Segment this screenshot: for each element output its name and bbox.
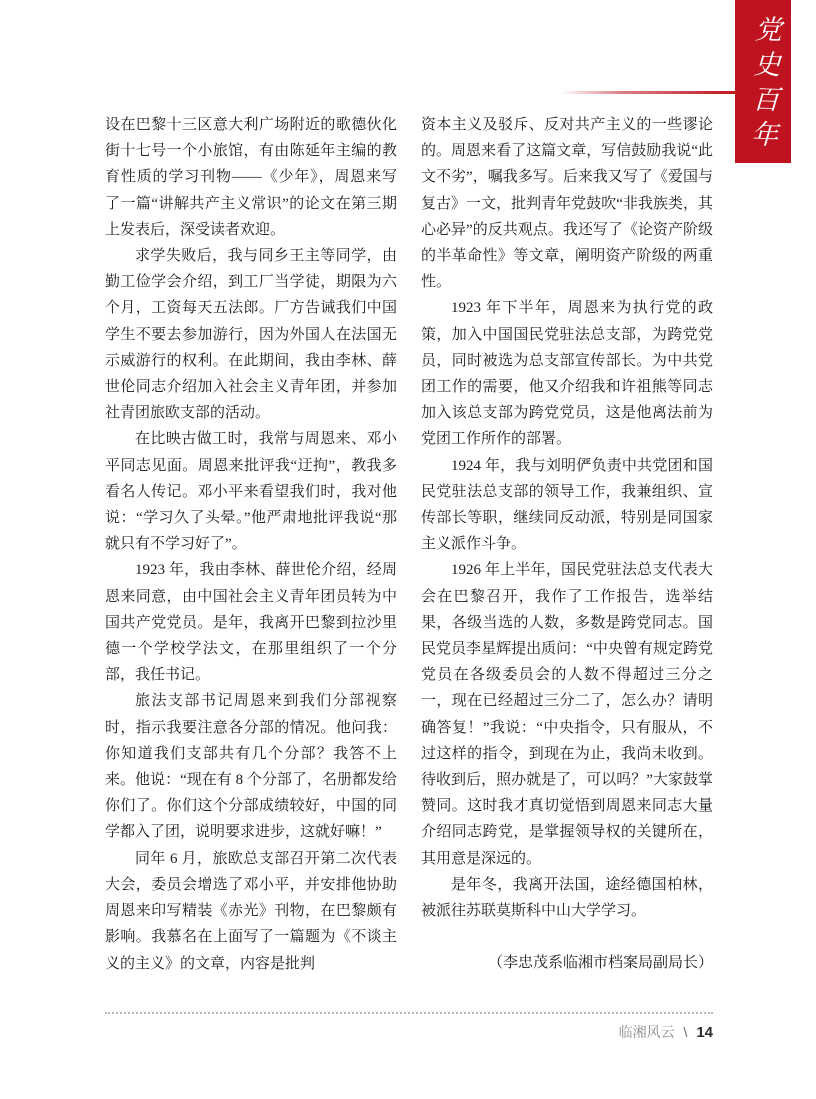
paragraph: 旅法支部书记周恩来到我们分部视察时，指示我要注意各分部的情况。他问我：你知道我们支部共有几个分部？我答不上来。他说：“现在有 8 个分部了，名册都发给你们了。你们这个分部成绩较好，中国的同学都入了团，说明要求进步，这就好嘛！”	[105, 693, 397, 841]
article-body	[105, 112, 713, 977]
page-footer	[105, 1022, 713, 1042]
paragraph-continued: 资本主义及驳斥、反对共产主义的一些谬论的。周恩来看了这篇文章，写信鼓励我说“此文不劣”，嘱我多写。后来我又写了《爱国与复古》一文，批判青年党鼓吹“非我族类，其心必异”的反共观点。我还写了《论资产阶级的半革命性》等文章，阐明资产阶级的两重性。	[421, 117, 713, 291]
paragraph: 1926 年上半年，国民党驻法总支代表大会在巴黎召开，我作了工作报告，选举结果，各级当选的人数，多数是跨党同志。国民党员李星辉提出质问：“中央曾有规定跨党党员在各级委员会的人数不得超过三分之一，现在已经超过三分二了，怎么办？请明确答复！”我说：“中央指令，只有服从，不过这样的指令，到现在为止，我尚未收到。待收到后，照办就是了，可以吗？”大家鼓掌赞同。这时我才真切觉悟到周恩来同志大量介绍同志跨党，是掌握领导权的关键所在，其用意是深远的。	[421, 562, 713, 867]
paragraph: 求学失败后，我与同乡王主等同学，由勤工俭学会介绍，到工厂当学徒，期限为六个月，工资每天五法郎。厂方告诫我们中国学生不要去参加游行，因为外国人在法国无示威游行的权利。在此期间，我由李林、薛世伦同志介绍加入社会主义青年团，并参加社青团旅欧支部的活动。	[105, 248, 397, 422]
magazine-name: 临湘风云	[618, 1024, 675, 1040]
paragraph: 同年 6 月，旅欧总支部召开第二次代表大会，委员会增选了邓小平，并安排他协助周恩来印写精装《赤光》刊物，在巴黎颇有影响。我慕名在上面写了一篇题为《不谈主义的主义》的文章，内容是批判	[105, 850, 397, 972]
top-red-rule	[560, 91, 737, 94]
paragraph-continued: 设在巴黎十三区意大利广场附近的歌德伙化街十七号一个小旅馆，有由陈延年主编的教育性质的学习刊物——《少年》，周恩来写了一篇“讲解共产主义常识”的论文在第三期上发表后，深受读者欢迎。	[105, 117, 397, 238]
footer-dotted-rule	[105, 1012, 713, 1014]
author-note: （李忠茂系临湘市档案局副局长）	[487, 955, 713, 972]
footer-separator: \	[683, 1024, 688, 1040]
column-right	[421, 112, 713, 977]
page-number: 14	[696, 1024, 713, 1041]
paragraph: 是年冬，我离开法国，途经德国柏林，被派往苏联莫斯科中山大学学习。	[421, 876, 713, 920]
column-left	[105, 112, 397, 977]
paragraph: 1924 年，我与刘明俨负责中共党团和国民党驻法总支部的领导工作，我兼组织、宣传部长等职，继续同反动派，特别是同国家主义派作斗争。	[421, 457, 713, 553]
section-banner	[735, 0, 791, 163]
paragraph: 1923 年，我由李林、薛世伦介绍，经周恩来同意，由中国社会主义青年团员转为中国共产党党员。是年，我离开巴黎到拉沙里德一个学校学法文，在那里组织了一个分部，我任书记。	[105, 562, 397, 684]
banner-title: 党史百年	[744, 13, 781, 155]
paragraph: 在比映古做工时，我常与周恩来、邓小平同志见面。周恩来批评我“迂拘”，教我多看名人传记。邓小平来看望我们时，我对他说：“学习久了头晕。”他严肃地批评我说“那就只有不学习好了”。	[105, 431, 397, 553]
paragraph: 1923 年下半年，周恩来为执行党的政策，加入中国国民党驻法总支部，为跨党党员，同时被选为总支部宣传部长。为中共党团工作的需要，他又介绍我和许祖熊等同志加入该总支部为跨党党员，这是他离法前为党团工作所作的部署。	[421, 300, 713, 448]
